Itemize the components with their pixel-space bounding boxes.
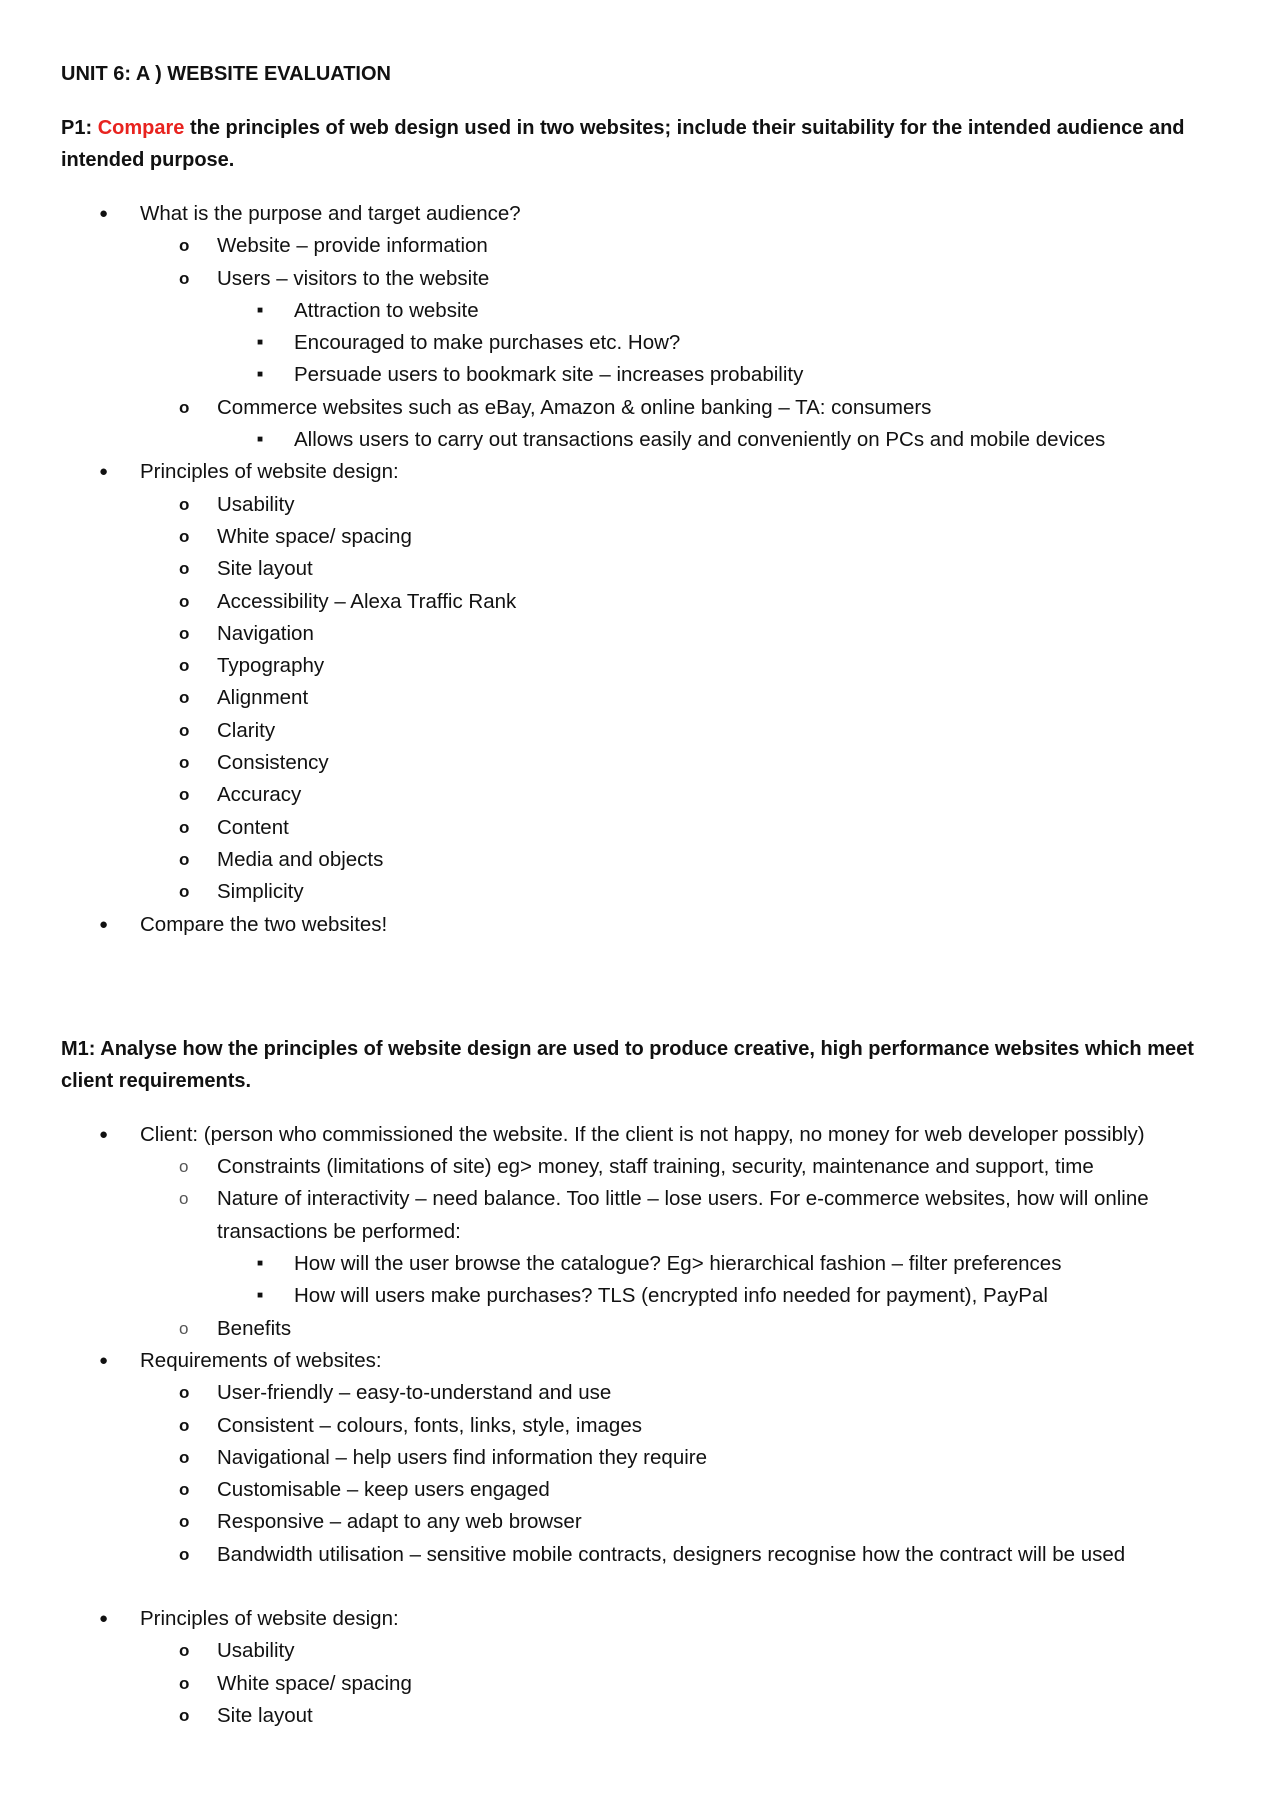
list-item: ■ Encouraged to make purchases etc. How? (61, 327, 1232, 359)
list-item: o Site layout (61, 553, 1232, 585)
list-item: ● Principles of website design: o Usability o White space/ spacing o Site layout (61, 1603, 1232, 1732)
list-item: o Constraints (limitations of site) eg> money, staff training, security, maintenance and support, time (61, 1151, 1232, 1183)
list-item: o Typography (61, 650, 1232, 682)
list-item: o Responsive – adapt to any web browser (61, 1506, 1232, 1538)
list-item: o Clarity (61, 715, 1232, 747)
list-item: o Navigation (61, 618, 1232, 650)
list-item: o Usability (61, 489, 1232, 521)
list-item: o Accuracy (61, 779, 1232, 811)
list-item: o Navigational – help users find information they require (61, 1442, 1232, 1474)
list-item: o Media and objects (61, 844, 1232, 876)
list-item: o Content (61, 812, 1232, 844)
m1-list (61, 1119, 1232, 1571)
list-item: o Accessibility – Alexa Traffic Rank (61, 586, 1232, 618)
p1-principles-list (140, 489, 1232, 909)
document-title: UNIT 6: A ) WEBSITE EVALUATION (61, 63, 391, 85)
list-item: o Nature of interactivity – need balance. Too little – lose users. For e-commerce websites, how will online transactions be performed: ■ How will the user browse the catalogue? Eg> hierarchical fashion – filter preferences ■ How will users make purchases? TLS (encrypted info needed for payment), PayPal (61, 1183, 1232, 1312)
list-item: ■ Attraction to website (61, 295, 1232, 327)
list-item: o Usability (61, 1635, 1232, 1667)
list-item: o Bandwidth utilisation – sensitive mobile contracts, designers recognise how the contract will be used (61, 1539, 1232, 1571)
requirements-list (140, 1377, 1232, 1571)
m1-heading: M1: Analyse how the principles of website design are used to produce creative, high performance websites which meet client requirements. (61, 1037, 1194, 1092)
list-item: o White space/ spacing (61, 1668, 1232, 1700)
list-item: ■ How will users make purchases? TLS (encrypted info needed for payment), PayPal (61, 1280, 1232, 1312)
list-item: o Alignment (61, 682, 1232, 714)
list-item: ■ How will the user browse the catalogue? Eg> hierarchical fashion – filter preferences (61, 1248, 1232, 1280)
list-item: o White space/ spacing (61, 521, 1232, 553)
m1-principles-list (140, 1635, 1232, 1732)
list-item: o Customisable – keep users engaged (61, 1474, 1232, 1506)
p1-heading (61, 112, 1232, 176)
list-item: o Consistent – colours, fonts, links, style, images (61, 1410, 1232, 1442)
p1-label: P1: (61, 117, 98, 139)
list-item: ■ Allows users to carry out transactions easily and conveniently on PCs and mobile devices (61, 424, 1232, 456)
list-item: o Simplicity (61, 876, 1232, 908)
list-item: o User-friendly – easy-to-understand and use (61, 1377, 1232, 1409)
list-item: ● Client: (person who commissioned the website. If the client is not happy, no money for web developer possibly) o Constraints (limitations of site) eg> money, staff training, security, maintenance and support, time o Nature of interactivity – need balance. Too little – lose users. For e-commerce websites, how will online transactions be performed: ■ How will the user browse the catalogue? Eg> hierarchical fashion – filter preferences ■ How will users make purchases? TLS (encrypted info needed for payment), PayPal o Benefits (61, 1119, 1232, 1345)
m1-principles-section (61, 1603, 1232, 1732)
list-item: o Consistency (61, 747, 1232, 779)
list-item: ● Compare the two websites! (61, 909, 1232, 941)
list-item: ● Requirements of websites: o User-friendly – easy-to-understand and use o Consistent – colours, fonts, links, style, images o Navigational – help users find information they require o Customisable – keep users engaged o Responsive – adapt to any web browser o Bandwidth utilisation – sensitive mobile contracts, designers recognise how the contract will be used (61, 1345, 1232, 1571)
list-item: o Website – provide information (61, 230, 1232, 262)
list-item: ■ Persuade users to bookmark site – increases probability (61, 359, 1232, 391)
list-item: o Site layout (61, 1700, 1232, 1732)
p1-rest: the principles of web design used in two websites; include their suitability for the intended audience and intended purpose. (61, 117, 1185, 171)
list-item: ● What is the purpose and target audience? o Website – provide information o Users – visitors to the website ■ Attraction to website ■ Encouraged to make purchases etc. How? ■ Persuade users to bookmark site – increases probability o Commerce websites such as eBay, Amazon & online banking – TA: consumers ■ Allows users to carry out transactions easily and conveniently on PCs and mobile devices (61, 198, 1232, 456)
p1-verb: Compare (97, 117, 185, 139)
list-item: o Benefits (61, 1313, 1232, 1345)
p1-list (61, 198, 1232, 941)
list-item: ● Principles of website design: o Usability o White space/ spacing o Site layout o Accessibility – Alexa Traffic Rank o Navigation o Typography o Alignment o Clarity o Consistency o Accuracy o Content o Media and objects o Simplicity (61, 456, 1232, 908)
list-item: o Commerce websites such as eBay, Amazon & online banking – TA: consumers ■ Allows users to carry out transactions easily and conveniently on PCs and mobile devices (61, 392, 1232, 457)
list-item: o Users – visitors to the website ■ Attraction to website ■ Encouraged to make purchases etc. How? ■ Persuade users to bookmark site – increases probability (61, 263, 1232, 392)
